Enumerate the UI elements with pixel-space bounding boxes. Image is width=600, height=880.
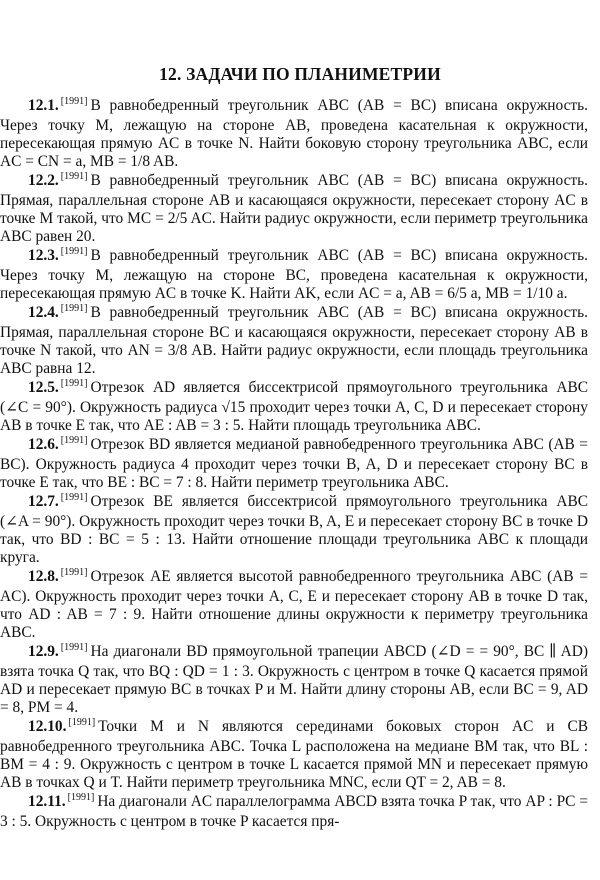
- problem-number: 12.3.: [28, 247, 59, 265]
- problem-12-3: [0, 247, 588, 303]
- problem-text: На диагонали BD прямоугольной трапеции ABCD (∠D = = 90°, BC ∥ AD) взята точка Q так, что BQ : QD = 1 : 3. Окружность с центром в точке Q касается прямой AD и пересекает прямую BC в точках P и M. Найти длину стороны AB, если BC = 9, AD = 8, PM = 4.: [0, 643, 588, 717]
- problem-number: 12.5.: [28, 379, 59, 397]
- problem-number: 12.11.: [28, 793, 66, 811]
- problem-12-1: [0, 97, 588, 171]
- chapter-title: 12. ЗАДАЧИ ПО ПЛАНИМЕТРИИ: [159, 64, 441, 84]
- problem-year: [1991]: [60, 435, 88, 447]
- problem-year: [1991]: [60, 303, 88, 315]
- problem-list: [0, 97, 588, 833]
- problem-text: Отрезок AE является высотой равнобедренного треугольника ABC (AB = AC). Окружность проходит через точки A, C, E и пересекает сторону AB в точке D так, что AD : AB = 7 : 9. Найти отношение длины окружности к периметру треугольника ABC.: [0, 568, 588, 642]
- problem-text: Отрезок AD является биссектрисой прямоугольного треугольника ABC (∠C = 90°). Окружность радиуса √15 проходит через точки A, C, D и пересекает сторону AB в точке E так, что AE : AB = 3 : 5. Найти площадь треугольника ABC.: [0, 379, 588, 434]
- problem-year: [1991]: [60, 492, 88, 504]
- problem-year: [1991]: [60, 96, 88, 107]
- problem-number: 12.6.: [28, 436, 59, 454]
- problem-text: Отрезок BE является биссектрисой прямоугольного треугольника ABC (∠A = 90°). Окружность проходит через точки B, A, E и пересекает сторону BC в точке D так, что BD : BC = 5 : 13. Найти отношение площади треугольника ABC к площади круга.: [0, 493, 588, 567]
- problem-12-8: [0, 568, 588, 642]
- problem-year: [1991]: [60, 171, 88, 183]
- problem-text: В равнобедренный треугольник ABC (AB = BC) вписана окружность. Прямая, параллельная стороне BC и касающаяся окружности, пересекает сторону AB в точке N такой, что AN = 3/8 AB. Найти радиус окружности, если площадь треугольника ABC равна 12.: [0, 304, 588, 377]
- problem-year: [1991]: [60, 378, 88, 390]
- problem-number: 12.1.: [28, 97, 59, 114]
- problem-number: 12.2.: [28, 172, 59, 190]
- problem-12-7: [0, 493, 588, 567]
- problem-text: На диагонали AC параллелограмма ABCD взята точка P так, что AP : PC = 3 : 5. Окружность с центром в точке P касается пря-: [0, 793, 588, 831]
- problem-text: В равнобедренный треугольник ABC (AB = BC) вписана окружность. Прямая, параллельная стороне AB и касающаяся окружности, пересекает сторону AC в точке M такой, что MC = 2/5 AC. Найти радиус окружности, если периметр треугольника ABC равен 20.: [0, 172, 588, 245]
- problem-year: [1991]: [60, 246, 88, 258]
- problem-year: [1991]: [68, 717, 96, 729]
- problem-year: [1991]: [67, 792, 95, 804]
- problem-year: [1991]: [60, 567, 88, 579]
- problem-12-2: [0, 172, 588, 246]
- problem-12-9: [0, 643, 588, 717]
- problem-text: В равнобедренный треугольник ABC (AB = BC) вписана окружность. Через точку M, лежащую на стороне AB, проведена касательная к окружности, пересекающая прямую AC в точке N. Найти боковую сторону треугольника ABC, если AC = CN = a, MB = 1/8 AB.: [0, 97, 588, 170]
- problem-12-5: [0, 379, 588, 435]
- problem-number: 12.4.: [28, 304, 59, 322]
- problem-text: Точки M и N являются серединами боковых сторон AC и CB равнобедренного треугольника ABC. Точка L расположена на медиане BM так, что BL : BM = 4 : 9. Окружность с центром в точке L касается прямой MN и пересекает прямую AB в точках Q и T. Найти периметр треугольника MNC, если QT = 2, AB = 8.: [0, 718, 588, 792]
- problem-number: 12.8.: [28, 568, 59, 586]
- problem-12-4: [0, 304, 588, 378]
- problem-number: 12.9.: [28, 643, 59, 661]
- problem-12-10: [0, 718, 588, 792]
- problem-number: 12.10.: [28, 718, 67, 736]
- problem-year: [1991]: [60, 642, 88, 654]
- problem-12-11: [0, 793, 588, 831]
- problem-12-6: [0, 436, 588, 492]
- problem-text: В равнобедренный треугольник ABC (AB = BC) вписана окружность. Через точку M, лежащую на стороне BC, проведена касательная к окружности, пересекающая прямую AC в точке K. Найти AK, если AC = a, AB = 6/5 a, MB = 1/10 a.: [0, 247, 588, 302]
- problem-number: 12.7.: [28, 493, 59, 511]
- problem-text: Отрезок BD является медианой равнобедренного треугольника ABC (AB = BC). Окружность радиуса 4 проходит через точки B, A, D и пересекает сторону BC в точке E так, что BE : BC = 7 : 8. Найти периметр треугольника ABC.: [0, 436, 588, 492]
